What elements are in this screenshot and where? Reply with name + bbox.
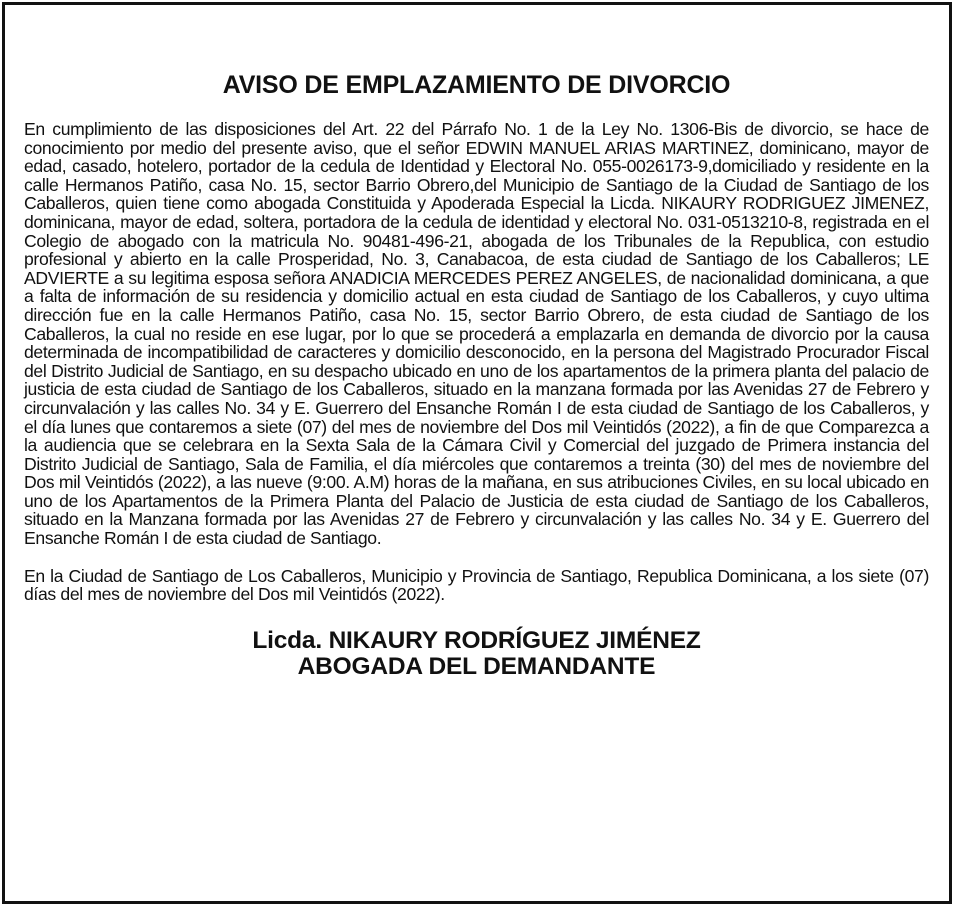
signature-block [24,628,929,680]
signature-role: ABOGADA DEL DEMANDANTE [297,652,656,680]
signature-name: Licda. NIKAURY RODRÍGUEZ JIMÉNEZ [252,626,701,654]
notice-content [24,69,929,680]
notice-closing-paragraph: En la Ciudad de Santiago de Los Caballeros, Municipio y Provincia de Santiago, Republica Dominicana, a los siete (07) días del mes de noviembre del Dos mil Veintidós (2022). [24,565,929,605]
notice-title: AVISO DE EMPLAZAMIENTO DE DIVORCIO [222,71,731,99]
notice-frame [2,2,952,904]
notice-body-paragraph: En cumplimiento de las disposiciones del Art. 22 del Párrafo No. 1 de la Ley No. 1306-Bis de divorcio, se hace de conocimiento por medio del presente aviso, que el señor EDWIN MANUEL ARIAS MARTINEZ, dominicano, mayor de edad, casado, hotelero, portador de la cedula de Identidad y Electoral No. 055-0026173-9,domiciliado y residente en la calle Hermanos Patiño, casa No. 15, sector Barrio Obrero,del Municipio de Santiago de la Ciudad de Santiago de los Caballeros, quien tiene como abogada Constituida y Apoderada Especial la Licda. NIKAURY RODRIGUEZ JIMENEZ, dominicana, mayor de edad, soltera, portadora de la cedula de identidad y electoral No. 031-0513210-8, registrada en el Colegio de abogado con la matricula No. 90481-496-21, abogada de los Tribunales de la Republica, con estudio profesional y abierto en la calle Prosperidad, No. 3, Canabacoa, de esta ciudad de Santiago de los Caballeros; LE ADVIERTE a su legitima esposa señora ANADICIA MERCEDES PEREZ ANGELES, de nacionalidad dominicana, a que a falta de información de su residencia y domicilio actual en esta ciudad de Santiago de los Caballeros, y cuyo ultima dirección fue en la calle Hermanos Patiño, casa No. 15, sector Barrio Obrero, de esta ciudad de Santiago de los Caballeros, la cual no reside en ese lugar, por lo que se procederá a emplazarla en demanda de divorcio por la causa determinada de incompatibilidad de caracteres y domicilio desconocido, en la persona del Magistrado Procurador Fiscal del Distrito Judicial de Santiago, en su despacho ubicado en uno de los apartamentos de la primera planta del palacio de justicia de esta ciudad de Santiago de los Caballeros, situado en la manzana formada por las Avenidas 27 de Febrero y circunvalación y las calles No. 34 y E. Guerrero del Ensanche Román I de esta ciudad de Santiago de los Caballeros, y el día lunes que contaremos a siete (07) del mes de noviembre del Dos mil Veintidós (2022), a fin de que Comparezca a la audiencia que se celebrara en la Sexta Sala de la Cámara Civil y Comercial del juzgado de Primera instancia del Distrito Judicial de Santiago, Sala de Familia, el día miércoles que contaremos a treinta (30) del mes de noviembre del Dos mil Veintidós (2022), a las nueve (9:00. A.M) horas de la mañana, en sus atribuciones Civiles, en su local ubicado en uno de los Apartamentos de la Primera Planta del Palacio de Justicia de esta ciudad de Santiago de los Caballeros, situado en la Manzana formada por las Avenidas 27 de Febrero y circunvalación y las calles No. 34 y E. Guerrero del Ensanche Román I de esta ciudad de Santiago. [24,119,929,549]
